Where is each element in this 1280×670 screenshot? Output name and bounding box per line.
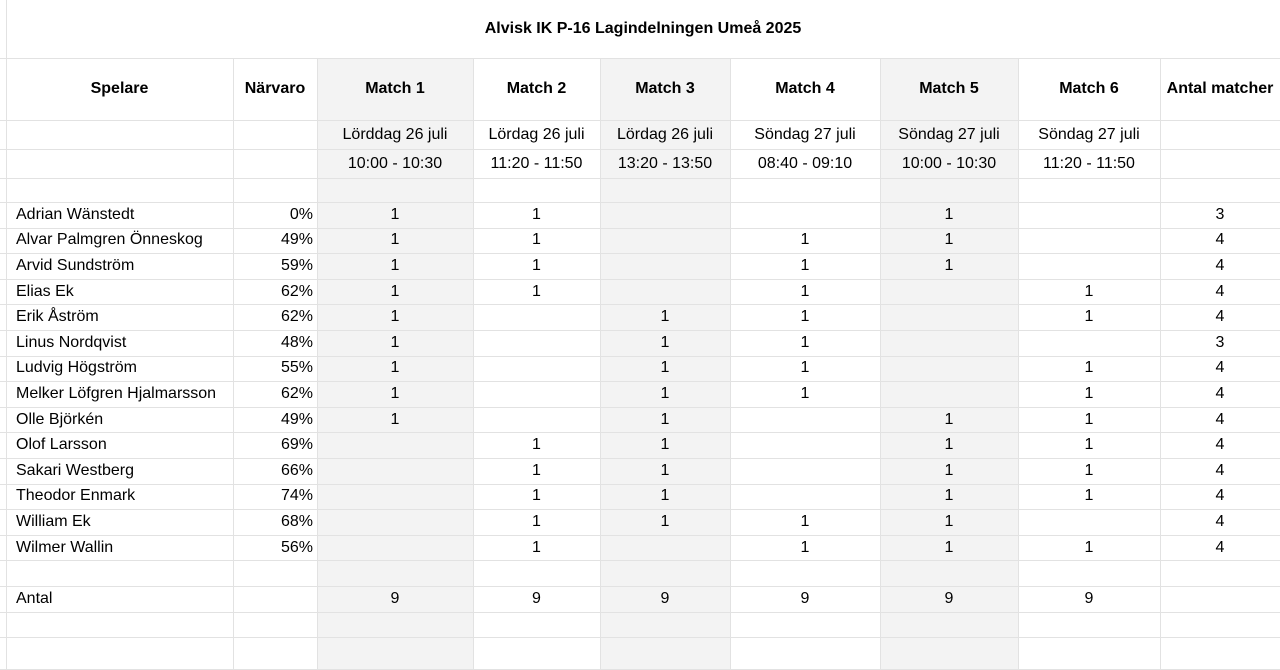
match-assignment-cell[interactable] [600,202,730,228]
match-assignment-cell[interactable]: 1 [532,512,541,530]
match-assignment-cell[interactable]: 1 [390,256,400,274]
match-assignment-cell[interactable]: 1 [390,384,400,402]
row-gridline [0,637,1280,638]
match-assignment-cell[interactable]: 1 [532,461,541,479]
match-assignment-cell[interactable]: 1 [944,436,954,454]
match-assignment-cell[interactable] [1018,228,1160,254]
player-name[interactable]: Olle Björkén [16,410,104,428]
match-assignment-cell[interactable]: 1 [1084,308,1094,326]
match-time[interactable]: 10:00 - 10:30 [901,154,997,172]
summary-count[interactable]: 9 [532,589,541,607]
match-assignment-cell[interactable]: 1 [660,512,670,530]
player-total-matches[interactable]: 3 [1215,333,1225,351]
match-assignment-cell[interactable]: 1 [390,410,400,428]
match-assignment-cell[interactable] [473,330,600,356]
player-attendance[interactable]: 55% [280,359,313,377]
header-match-3[interactable]: Match 3 [635,80,695,97]
match-time[interactable]: 10:00 - 10:30 [347,154,443,172]
match-assignment-cell[interactable]: 1 [1084,384,1094,402]
match-assignment-cell[interactable]: 1 [660,333,670,351]
player-name[interactable]: Alvar Palmgren Önneskog [16,231,203,249]
summary-count[interactable]: 9 [390,589,400,607]
player-name[interactable]: Adrian Wänstedt [16,205,135,223]
player-name[interactable]: Elias Ek [16,282,74,300]
player-total-matches[interactable]: 4 [1215,410,1225,428]
player-name[interactable]: Arvid Sundström [16,256,135,274]
summary-count[interactable]: 9 [660,589,670,607]
summary-count[interactable]: 9 [800,589,810,607]
player-name[interactable]: William Ek [16,512,91,530]
player-name[interactable]: Ludvig Högström [16,359,137,377]
match-assignment-cell[interactable]: 1 [660,384,670,402]
header-player[interactable]: Spelare [90,80,149,97]
match-assignment-cell[interactable]: 1 [660,410,670,428]
match-date[interactable]: Söndag 27 juli [1038,125,1140,143]
match-assignment-cell[interactable] [880,381,1018,407]
match-assignment-cell[interactable]: 1 [390,282,400,300]
player-attendance[interactable]: 0% [289,205,313,223]
match-assignment-cell[interactable] [317,535,473,561]
player-total-matches[interactable]: 4 [1215,384,1225,402]
match-assignment-cell[interactable] [600,253,730,279]
header-match-4[interactable]: Match 4 [775,80,835,97]
player-total-matches[interactable]: 4 [1215,231,1225,249]
match-assignment-cell[interactable]: 1 [800,538,810,556]
match-assignment-cell[interactable]: 1 [800,512,810,530]
match-assignment-cell[interactable] [473,304,600,330]
player-total-matches[interactable]: 4 [1215,487,1225,505]
match-assignment-cell[interactable]: 1 [944,205,954,223]
summary-count[interactable]: 9 [1084,589,1094,607]
match-assignment-cell[interactable]: 1 [944,231,954,249]
match-assignment-cell[interactable]: 1 [944,512,954,530]
match-assignment-cell[interactable] [730,484,880,510]
header-match-6[interactable]: Match 6 [1059,80,1119,97]
summary-count[interactable]: 9 [944,589,954,607]
match-assignment-cell[interactable]: 1 [800,384,810,402]
match-assignment-cell[interactable]: 1 [800,282,810,300]
match-assignment-cell[interactable]: 1 [390,231,400,249]
match-assignment-cell[interactable]: 1 [532,538,541,556]
player-attendance[interactable]: 68% [280,512,313,530]
match-assignment-cell[interactable] [317,509,473,535]
match-assignment-cell[interactable] [730,458,880,484]
match-assignment-cell[interactable]: 1 [944,256,954,274]
player-total-matches[interactable]: 4 [1215,538,1225,556]
match-time[interactable]: 08:40 - 09:10 [757,154,853,172]
player-total-matches[interactable]: 4 [1215,256,1225,274]
match-time[interactable]: 11:20 - 11:50 [490,154,583,172]
player-attendance[interactable]: 56% [280,538,313,556]
match-assignment-cell[interactable] [1018,202,1160,228]
match-assignment-cell[interactable]: 1 [390,359,400,377]
row-gridline [0,612,1280,613]
summary-label[interactable]: Antal [16,589,53,607]
match-assignment-cell[interactable]: 1 [944,461,954,479]
match-assignment-cell[interactable] [880,356,1018,382]
match-assignment-cell[interactable] [730,432,880,458]
match-assignment-cell[interactable]: 1 [660,461,670,479]
match-assignment-cell[interactable] [600,279,730,305]
match-assignment-cell[interactable]: 1 [800,256,810,274]
match-assignment-cell[interactable]: 1 [660,436,670,454]
sheet-title[interactable]: Alvisk IK P-16 Lagindelningen Umeå 2025 [484,20,802,37]
header-match-2[interactable]: Match 2 [506,80,567,97]
player-name[interactable]: Theodor Enmark [16,487,136,505]
player-total-matches[interactable]: 4 [1215,282,1225,300]
player-name[interactable]: Melker Löfgren Hjalmarsson [16,384,217,402]
match-assignment-cell[interactable]: 1 [532,282,541,300]
match-assignment-cell[interactable] [473,381,600,407]
match-assignment-cell[interactable]: 1 [1084,436,1094,454]
match-assignment-cell[interactable]: 1 [390,308,400,326]
match-assignment-cell[interactable] [1018,509,1160,535]
match-assignment-cell[interactable]: 1 [800,359,810,377]
match-assignment-cell[interactable]: 1 [1084,282,1094,300]
match-assignment-cell[interactable]: 1 [532,256,541,274]
match-date[interactable]: Söndag 27 juli [754,125,856,143]
player-attendance[interactable]: 62% [280,308,313,326]
match-assignment-cell[interactable] [600,228,730,254]
match-assignment-cell[interactable]: 1 [532,436,541,454]
player-total-matches[interactable]: 4 [1215,308,1225,326]
match-assignment-cell[interactable]: 1 [660,359,670,377]
match-assignment-cell[interactable] [317,458,473,484]
match-assignment-cell[interactable] [880,330,1018,356]
match-date[interactable]: Lörddag 26 juli [342,125,448,143]
match-assignment-cell[interactable]: 1 [532,205,541,223]
match-assignment-cell[interactable]: 1 [944,410,954,428]
player-attendance[interactable]: 59% [280,256,313,274]
match-time[interactable]: 13:20 - 13:50 [617,154,713,172]
player-name[interactable]: Erik Åström [16,308,99,326]
player-attendance[interactable]: 74% [280,487,313,505]
match-assignment-cell[interactable] [1018,253,1160,279]
row-gridline [0,178,1280,179]
match-assignment-cell[interactable]: 1 [532,231,541,249]
player-attendance[interactable]: 49% [280,410,313,428]
match-assignment-cell[interactable]: 1 [390,205,400,223]
match-assignment-cell[interactable]: 1 [660,487,670,505]
match-date[interactable]: Lördag 26 juli [488,125,585,143]
match-time[interactable]: 11:20 - 11:50 [1043,154,1135,172]
match-date[interactable]: Lördag 26 juli [616,125,714,143]
player-total-matches[interactable]: 4 [1215,359,1225,377]
match-assignment-cell[interactable]: 1 [532,487,541,505]
player-attendance[interactable]: 62% [280,384,313,402]
player-total-matches[interactable]: 4 [1215,436,1225,454]
match-assignment-cell[interactable]: 1 [1084,410,1094,428]
player-total-matches[interactable]: 3 [1215,205,1225,223]
header-attendance[interactable]: Närvaro [244,80,306,97]
match-assignment-cell[interactable]: 1 [1084,359,1094,377]
player-attendance[interactable]: 62% [280,282,313,300]
match-assignment-cell[interactable]: 1 [1084,461,1094,479]
header-total-matches[interactable]: Antal matcher [1166,80,1274,97]
match-date[interactable]: Söndag 27 juli [898,125,1000,143]
match-assignment-cell[interactable] [473,356,600,382]
header-match-5[interactable]: Match 5 [919,80,979,97]
player-attendance[interactable]: 48% [280,333,313,351]
match-assignment-cell[interactable] [317,484,473,510]
match-assignment-cell[interactable]: 1 [1084,487,1094,505]
player-total-matches[interactable]: 4 [1215,461,1225,479]
player-name[interactable]: Wilmer Wallin [16,538,114,556]
player-attendance[interactable]: 66% [280,461,313,479]
match-assignment-cell[interactable]: 1 [944,538,954,556]
player-name[interactable]: Linus Nordqvist [16,333,127,351]
player-name[interactable]: Olof Larsson [16,436,107,454]
match-assignment-cell[interactable]: 1 [660,308,670,326]
match-assignment-cell[interactable]: 1 [1084,538,1094,556]
player-name[interactable]: Sakari Westberg [16,461,134,479]
header-match-1[interactable]: Match 1 [365,80,425,97]
match-assignment-cell[interactable]: 1 [390,333,400,351]
match-assignment-cell[interactable]: 1 [800,308,810,326]
match-assignment-cell[interactable] [880,279,1018,305]
match-assignment-cell[interactable] [317,432,473,458]
match-assignment-cell[interactable]: 1 [944,487,954,505]
match-assignment-cell[interactable] [473,407,600,433]
player-total-matches[interactable]: 4 [1215,512,1225,530]
match-assignment-cell[interactable] [1018,330,1160,356]
match-assignment-cell[interactable]: 1 [800,231,810,249]
match-assignment-cell[interactable] [600,535,730,561]
match-assignment-cell[interactable] [730,202,880,228]
player-attendance[interactable]: 69% [280,436,313,454]
match-assignment-cell[interactable] [730,407,880,433]
player-attendance[interactable]: 49% [280,231,313,249]
match-assignment-cell[interactable]: 1 [800,333,810,351]
match-assignment-cell[interactable] [880,304,1018,330]
